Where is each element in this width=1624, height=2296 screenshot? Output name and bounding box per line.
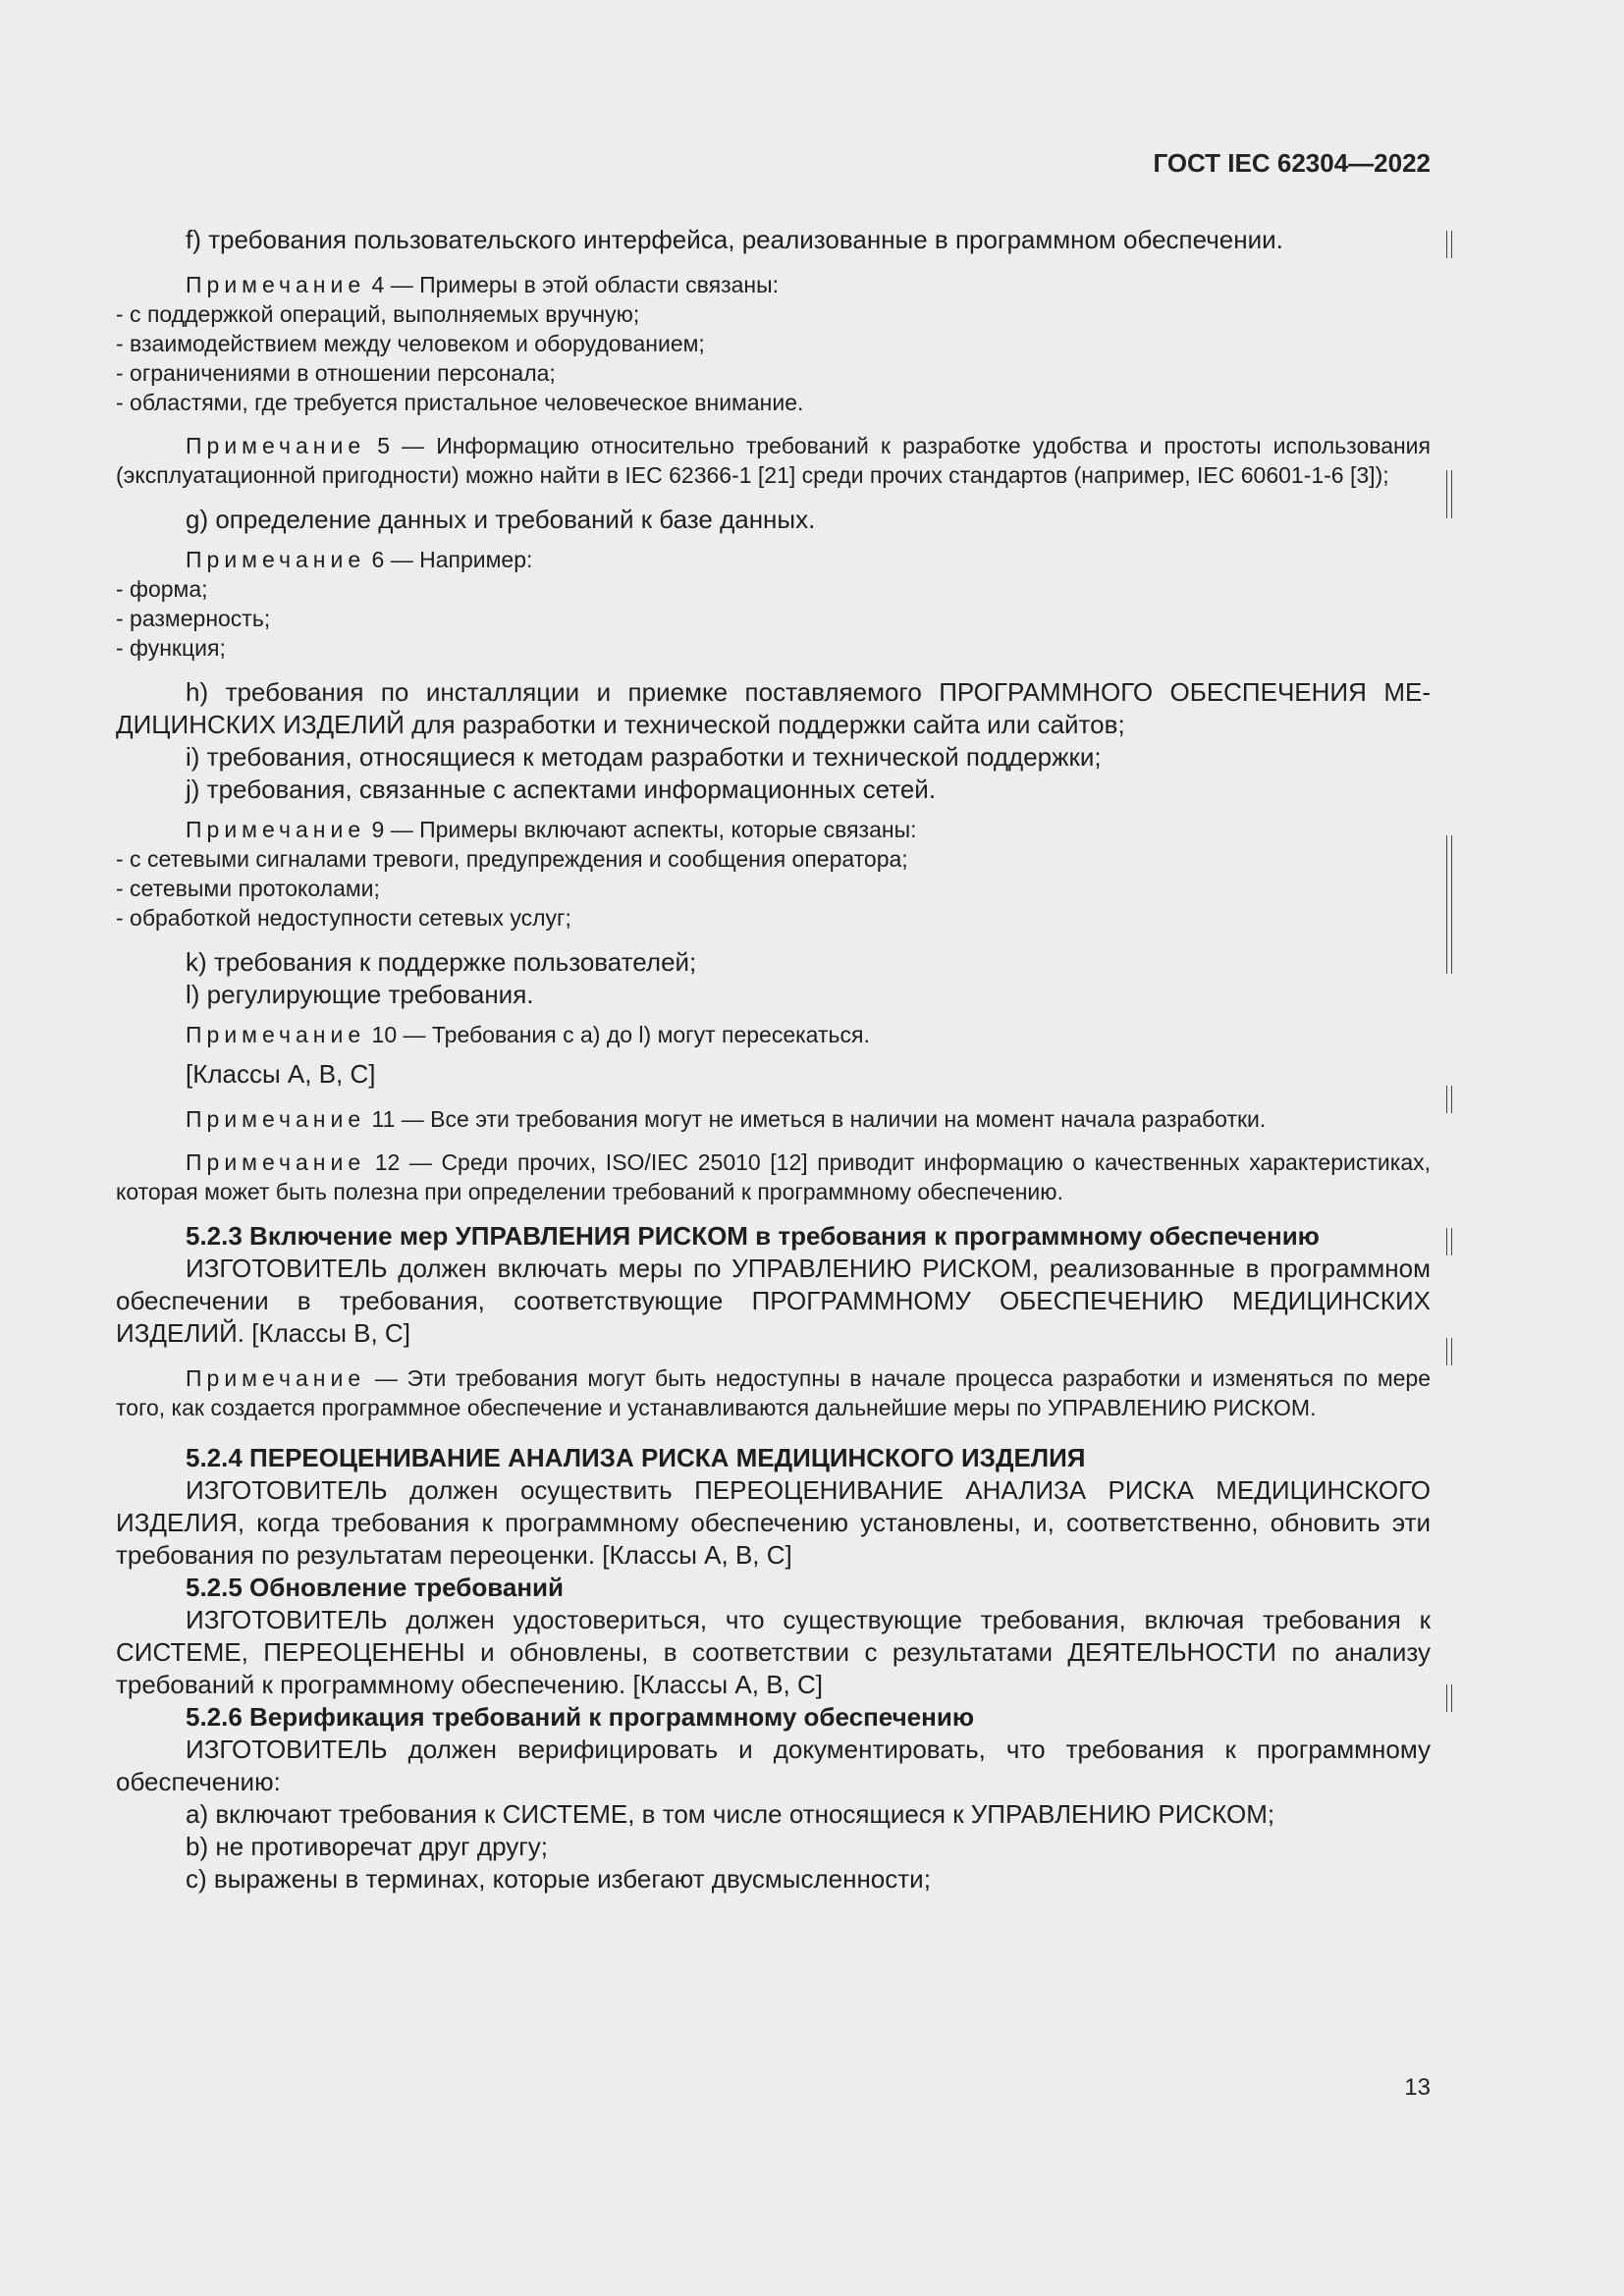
note-label: Примечание [186,547,366,572]
note-11: Примечание 11 — Все эти требования могут не иметься в наличии на момент начала разработки. [186,1106,1267,1132]
note-list-item: - функция; [116,635,226,661]
section-text-5-2-6: ИЗГОТОВИТЕЛЬ должен верифицировать и документировать, что требования к программному обеспечению: [116,1735,1431,1796]
document-body [116,224,1431,1896]
revision-bar [1446,835,1452,974]
section-heading-5-2-4: 5.2.4 ПЕРЕОЦЕНИВАНИЕ АНАЛИЗА РИСКА МЕДИЦИНСКОГО ИЗДЕЛИЯ [186,1443,1086,1472]
note-label: Примечание [186,1106,366,1132]
list-item-i: i) требования, относящиеся к методам разработки и технической поддержки; [186,742,1102,772]
section-heading-5-2-6: 5.2.6 Верификация требований к программному обеспечению [186,1702,975,1732]
note-list-item: - ограничениями в отношении персонала; [116,360,556,386]
list-item-j: j) требования, связанные с аспектами информационных сетей. [186,774,937,804]
note-list-item: - областями, где требуется пристальное человеческое внимание. [116,390,804,415]
list-item-b: b) не противоречат друг другу; [186,1832,548,1861]
revision-bar [1446,1228,1452,1255]
classes-label: [Классы А, В, С] [186,1059,376,1089]
list-item-k: k) требования к поддержке пользователей; [186,947,697,977]
note-list-item: - форма; [116,576,208,602]
revision-bar [1446,1338,1452,1365]
note-list-item: - с сетевыми сигналами тревоги, предупреждения и сообщения оператора; [116,846,908,872]
note-list-item: - с поддержкой операций, выполняемых вручную; [116,301,640,327]
revision-bar [1446,1684,1452,1712]
note-6: Примечание 6 — Например: - форма; - размерность; - функция; [116,545,1431,663]
list-item-c: c) выражены в терминах, которые избегают двусмысленности; [186,1864,931,1894]
document-header: ГОСТ IEC 62304—2022 [1153,148,1431,178]
revision-bar [1446,231,1452,258]
section-text-5-2-4: ИЗГОТОВИТЕЛЬ должен осуществить ПЕРЕОЦЕНИВАНИЕ АНАЛИЗА РИСКА МЕДИЦИНСКОГО ИЗДЕЛИЯ, когда требования к программному обеспечению установлены, и, соответственно, обновить эти требования по результатам переоценки. [Классы А, В, С] [116,1475,1431,1570]
revision-bar [1446,470,1452,518]
section-heading-5-2-5: 5.2.5 Обновление требований [186,1573,565,1602]
note-label: Примечание [186,817,366,842]
section-heading-5-2-3: 5.2.3 Включение мер УПРАВЛЕНИЯ РИСКОМ в требования к программному обеспечению [186,1221,1320,1251]
note-label: Примечание [186,433,366,458]
list-item-g: g) определение данных и требований к базе данных. [186,505,816,534]
note-label: Примечание [186,272,366,297]
note-9: Примечание 9 — Примеры включают аспекты, которые связаны: - с сетевыми сигналами тревоги, предупреждения и сообщения оператора; - сетевыми протоколами; - обработкой недоступности сетевых услуг; [116,815,1431,933]
list-item-l: l) регулирующие требования. [186,980,534,1009]
section-text-5-2-5: ИЗГОТОВИТЕЛЬ должен удостовериться, что существующие требования, включая требования к СИСТЕМЕ, ПЕРЕОЦЕНЕНЫ и обновлены, в соответствии с результатами ДЕЯТЕЛЬНОСТИ по анализу требований к программному обеспечению. [Классы А, В, С] [116,1605,1431,1699]
note-4: Примечание 4 — Примеры в этой области связаны: - с поддержкой операций, выполняемых вручную; - взаимодействием между человеком и оборудованием; - ограничениями в отношении персонала; - областями, где требуется пристальное человеческое внимание. [116,270,1431,417]
note-list-item: - сетевыми протоколами; [116,876,380,901]
note-5-2-3: Примечание — Эти требования могут быть недоступны в начале процесса разработки и изменяться по мере того, как создается программное обеспечение и устанавливаются дальнейшие меры по УПРАВЛЕНИЮ РИСКОМ. [116,1365,1431,1420]
note-label: Примечание [186,1149,366,1175]
list-item-f: f) требования пользовательского интерфейса, реализованные в программном обеспечении. [186,225,1283,254]
page-number: 13 [1404,2074,1431,2101]
section-text-5-2-3: ИЗГОТОВИТЕЛЬ должен включать меры по УПРАВЛЕНИЮ РИСКОМ, реализованные в программном обеспечении в требования, соответствующие ПРОГРАММНОМУ ОБЕСПЕЧЕНИЮ МЕДИЦИНСКИХ ИЗДЕЛИЙ. [Классы В, С] [116,1254,1431,1348]
note-5: Примечание 5 — Информацию относительно требований к разработке удобства и простоты использования (эксплуатационной пригодности) можно найти в IEC 62366-1 [21] среди прочих стандартов (например, IEC 60601-1-6 [3]); [116,433,1431,488]
note-label: Примечание [186,1365,366,1391]
list-item-a: a) включают требования к СИСТЕМЕ, в том числе относящиеся к УПРАВЛЕНИЮ РИСКОМ; [186,1799,1275,1829]
note-list-item: - взаимодействием между человеком и оборудованием; [116,331,705,356]
note-10: Примечание 10 — Требования с a) до l) могут пересекаться. [186,1022,870,1047]
list-item-h: h) требования по инсталляции и приемке поставляемого ПРОГРАММНОГО ОБЕСПЕЧЕНИЯ МЕДИЦИНСКИХ ИЗДЕЛИЙ для разработки и технической поддержки сайта или сайтов; [116,677,1431,739]
note-label: Примечание [186,1022,366,1047]
revision-bar [1446,1086,1452,1113]
note-list-item: - обработкой недоступности сетевых услуг; [116,905,571,931]
note-12: Примечание 12 — Среди прочих, ISO/IEC 25010 [12] приводит информацию о качественных характеристиках, которая может быть полезна при определении требований к программному обеспечению. [116,1149,1431,1204]
note-list-item: - размерность; [116,606,271,631]
